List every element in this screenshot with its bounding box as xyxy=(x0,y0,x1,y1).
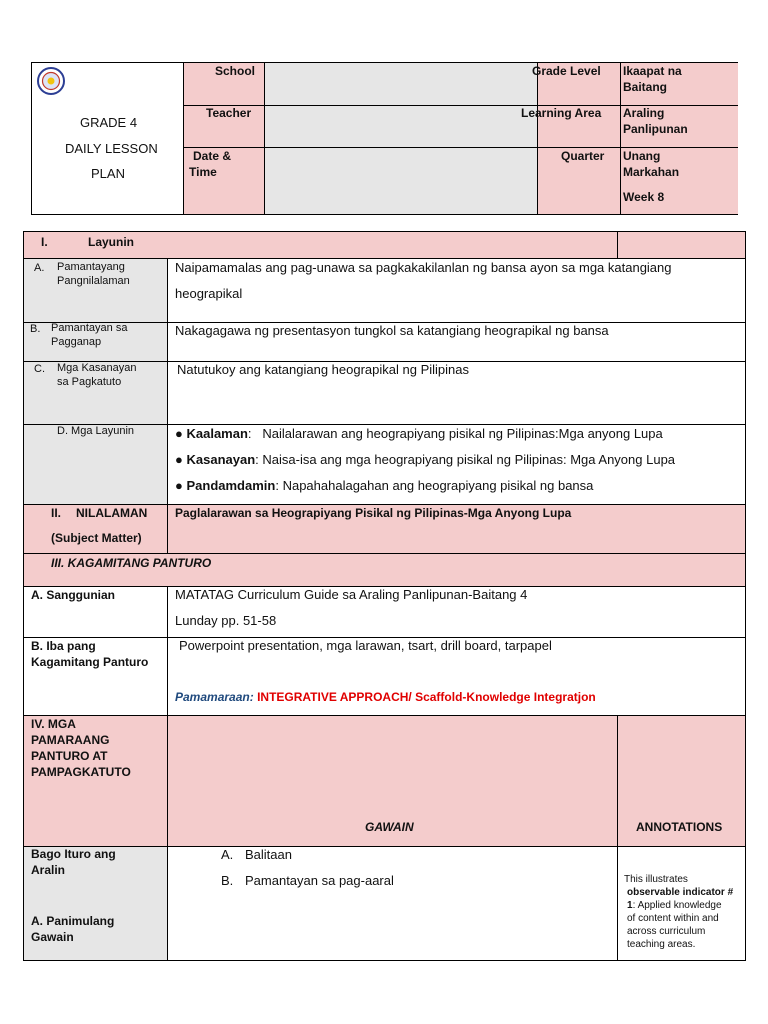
deped-seal-icon xyxy=(36,66,66,96)
row-d-label: D. Mga Layunin xyxy=(57,425,135,437)
nilalaman-text: Paglalarawan sa Heograpiyang Pisikal ng Pilipinas-Mga Anyong Lupa xyxy=(175,506,572,520)
layunin-num: I. xyxy=(41,235,48,249)
teacher-value-cell xyxy=(264,105,538,147)
row-b-label-2: Pagganap xyxy=(51,336,102,348)
row-a-label-1: Pamantayang xyxy=(57,261,125,273)
panimula-label-2: Gawain xyxy=(31,930,74,944)
nilalaman-num: II. xyxy=(51,506,62,520)
lesson-table xyxy=(23,231,746,961)
learning-area-value-1: Araling xyxy=(623,106,665,120)
quarter-value-1: Unang xyxy=(623,149,661,163)
school-label: School xyxy=(215,64,256,78)
objective-kasanayan xyxy=(175,451,675,468)
method-label: Pamamaraan: xyxy=(175,690,254,704)
date-label-2: Time xyxy=(189,165,217,179)
iba-pang-label-1: B. Iba pang xyxy=(31,639,96,653)
iba-pang-text: Powerpoint presentation, mga larawan, tsart, drill board, tarpapel xyxy=(179,638,552,653)
bullet: ● xyxy=(175,452,183,467)
nilalaman-label: NILALAMAN xyxy=(76,506,148,520)
objective-sep: : xyxy=(275,478,279,493)
grade-level-value-1: Ikaapat na xyxy=(623,64,682,78)
quarter-value-2: Markahan xyxy=(623,165,680,179)
title-line-3: PLAN xyxy=(91,166,125,181)
objective-sep: : xyxy=(247,426,252,441)
annotations-header: ANNOTATIONS xyxy=(636,820,723,834)
pamaraan-label-3: PANTURO AT xyxy=(31,749,108,763)
quarter-label: Quarter xyxy=(561,149,605,163)
nilalaman-sub: (Subject Matter) xyxy=(51,531,142,545)
row-a-text-2: heograpikal xyxy=(175,286,243,301)
objective-kaalaman xyxy=(175,425,663,442)
learning-area-value-2: Panlipunan xyxy=(623,122,688,136)
title-line-1: GRADE 4 xyxy=(80,115,138,130)
kagamitan-heading: III. KAGAMITANG PANTURO xyxy=(51,556,212,570)
row-line xyxy=(24,553,745,554)
objective-text: Nailalarawan ang heograpiyang pisikal ng Pilipinas:Mga anyong Lupa xyxy=(251,426,663,441)
week-value: Week 8 xyxy=(623,190,665,204)
row-a-letter: A. xyxy=(34,262,45,274)
annotation-rest-4: teaching areas. xyxy=(627,939,696,950)
date-value-cell xyxy=(264,147,538,214)
annotation-indicator-2: 1 xyxy=(627,900,633,911)
school-value-cell xyxy=(264,63,538,105)
objective-key: Pandamdamin xyxy=(186,478,276,493)
gawain-item-letter: A. xyxy=(221,847,234,862)
row-c-label-1: Mga Kasanayan xyxy=(57,362,137,374)
header-col-line xyxy=(620,63,621,214)
method-text: INTEGRATIVE APPROACH/ Scaffold-Knowledge Integratjon xyxy=(257,690,596,704)
col-line xyxy=(167,586,168,960)
method-line xyxy=(175,689,596,705)
pamaraan-label-1: IV. MGA xyxy=(31,717,76,731)
row-line xyxy=(24,715,745,716)
grade-level-value-2: Baitang xyxy=(623,80,668,94)
row-c-letter: C. xyxy=(34,363,45,375)
bullet: ● xyxy=(175,426,183,441)
annotation-indicator-1: observable indicator # xyxy=(627,887,734,898)
annotation-line-2 xyxy=(627,899,722,912)
col-line xyxy=(617,232,618,258)
objective-key: Kasanayan xyxy=(186,452,256,467)
gawain-item-letter: B. xyxy=(221,873,234,888)
iba-pang-label-2: Kagamitang Panturo xyxy=(31,655,149,669)
panimula-label-1: A. Panimulang xyxy=(31,914,115,928)
objective-sep: : xyxy=(255,452,259,467)
bullet: ● xyxy=(175,478,183,493)
row-b-text: Nakagagawa ng presentasyon tungkol sa katangiang heograpikal ng bansa xyxy=(175,323,609,338)
annotation-rest-2: of content within and xyxy=(627,913,719,924)
date-label-1: Date & xyxy=(193,149,232,163)
bago-label-1: Bago Ituro ang xyxy=(31,847,116,861)
col-line xyxy=(167,258,168,553)
sanggunian-text-2: Lunday pp. 51-58 xyxy=(175,613,277,628)
objective-text: Naisa-isa ang mga heograpiyang pisikal ng Pilipinas: Mga Anyong Lupa xyxy=(258,452,676,467)
annotation-rest-1: : Applied knowledge xyxy=(632,900,722,911)
row-c-label-2: sa Pagkatuto xyxy=(57,376,122,388)
header-table xyxy=(31,62,738,215)
annotation-rest-3: across curriculum xyxy=(627,926,706,937)
row-c-text: Natutukoy ang katangiang heograpikal ng Pilipinas xyxy=(177,362,469,377)
objective-text: Napahahalagahan ang heograpiyang pisikal ng bansa xyxy=(278,478,594,493)
gawain-item: Balitaan xyxy=(245,847,292,862)
pamaraan-label-4: PAMPAGKATUTO xyxy=(31,765,131,779)
teacher-label: Teacher xyxy=(206,106,252,120)
title-line-2: DAILY LESSON xyxy=(65,141,158,156)
sanggunian-label: A. Sanggunian xyxy=(31,588,115,602)
row-a-text-1: Naipamamalas ang pag-unawa sa pagkakakilanlan ng bansa ayon sa mga katangiang xyxy=(175,260,672,275)
objective-pandamdamin xyxy=(175,477,593,494)
col-line xyxy=(617,715,618,960)
sanggunian-text-1: MATATAG Curriculum Guide sa Araling Panlipunan-Baitang 4 xyxy=(175,587,528,602)
grade-level-label: Grade Level xyxy=(532,64,601,78)
layunin-heading: Layunin xyxy=(88,235,135,249)
gawain-header: GAWAIN xyxy=(365,820,414,834)
row-a-label-2: Pangnilalaman xyxy=(57,275,130,287)
objective-key: Kaalaman xyxy=(186,426,248,441)
row-line xyxy=(24,846,745,847)
gawain-item: Pamantayan sa pag-aaral xyxy=(245,873,394,888)
bago-label-2: Aralin xyxy=(31,863,66,877)
row-b-letter: B. xyxy=(30,323,41,335)
learning-area-label: Learning Area xyxy=(521,106,602,120)
pamaraan-label-2: PAMARAANG xyxy=(31,733,110,747)
row-b-label-1: Pamantayan sa xyxy=(51,322,128,334)
annotation-intro: This illustrates xyxy=(624,874,688,885)
